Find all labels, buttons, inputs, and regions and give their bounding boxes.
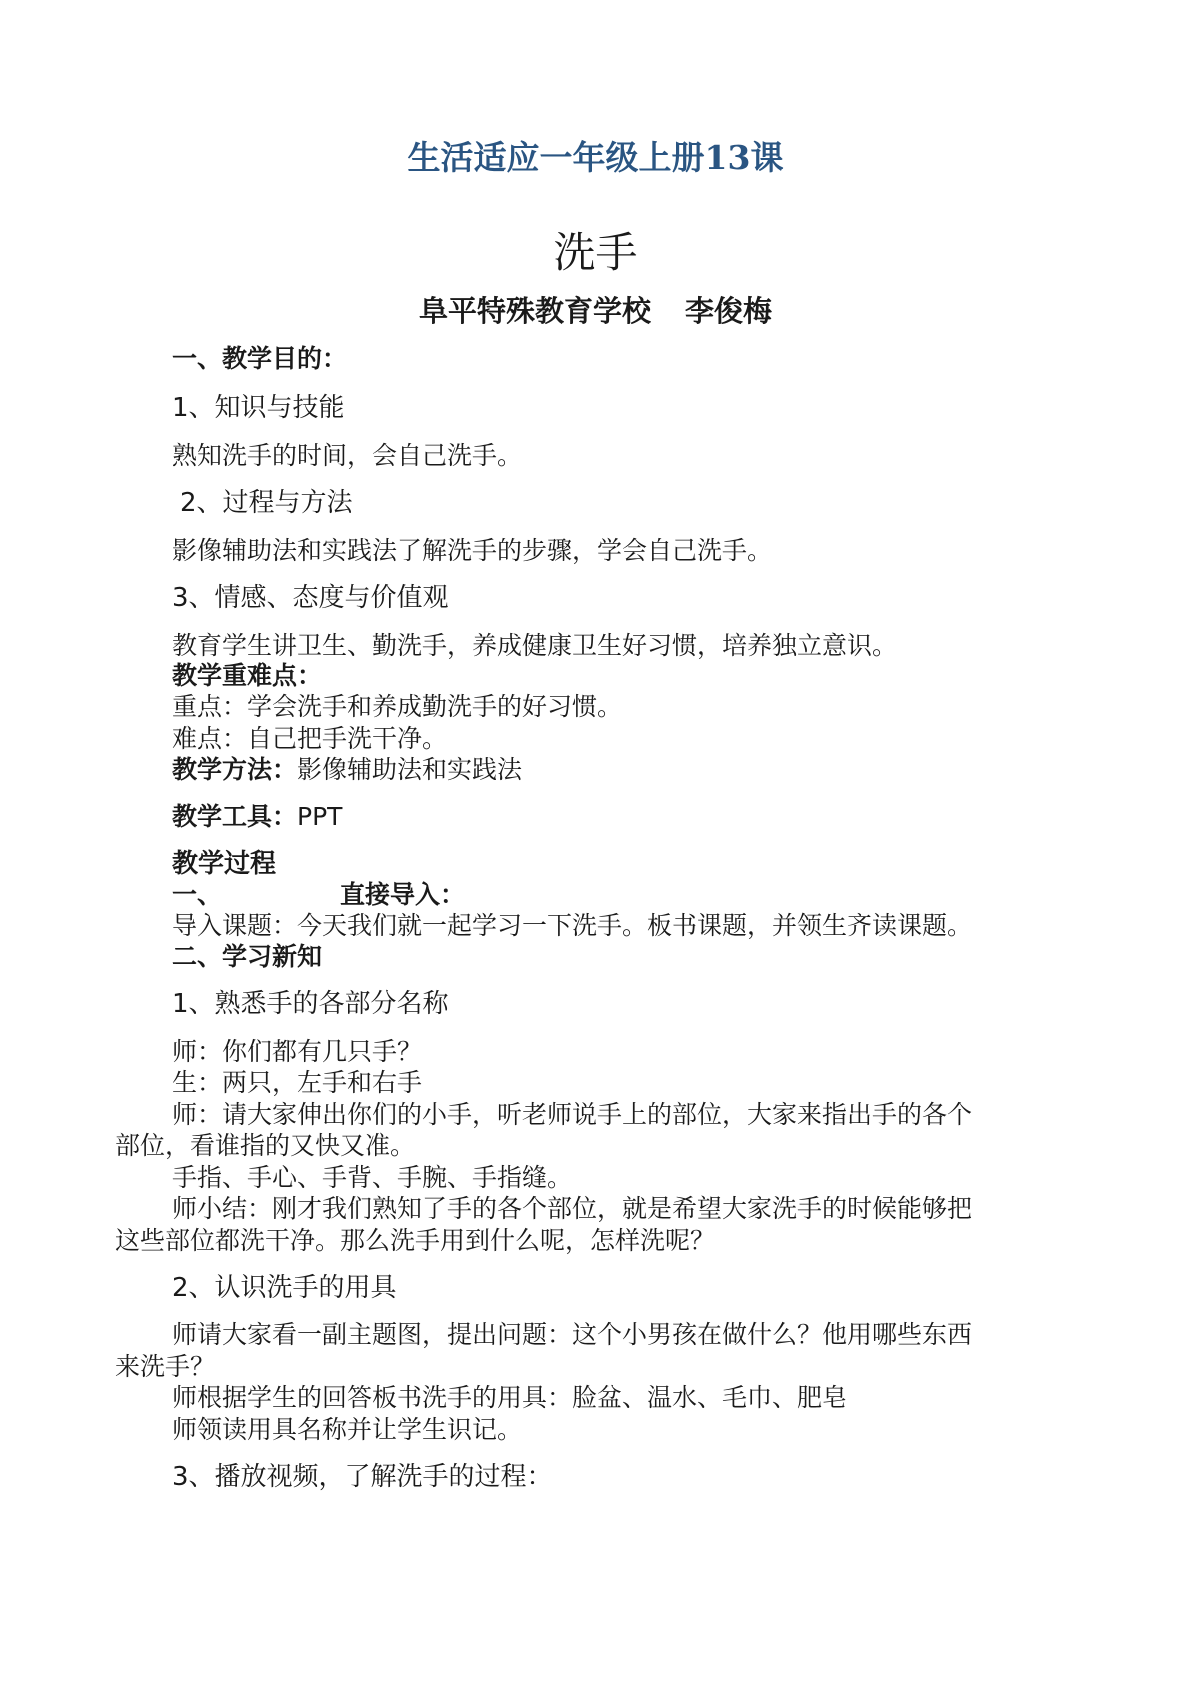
part2-line3: 师根据学生的回答板书洗手的用具：脸盆、温水、毛巾、肥皂	[172, 1383, 848, 1412]
knowledge-text: 熟知洗手的时间，会自己洗手。	[172, 441, 523, 470]
part2-line2: 来洗手？	[115, 1352, 216, 1381]
part1-summary-line2: 这些部位都洗干净。那么洗手用到什么呢，怎样洗呢？	[115, 1226, 716, 1255]
tool-value: PPT	[297, 802, 343, 831]
part1-hand-parts: 手指、手心、手背、手腕、手指缝。	[172, 1163, 573, 1192]
author-line	[0, 293, 1191, 329]
knowledge-heading: 1、知识与技能	[172, 393, 345, 423]
step1-title: 直接导入：	[340, 880, 466, 909]
focus-text: 重点：学会洗手和养成勤洗手的好习惯。	[172, 692, 623, 721]
part3-heading: 3、播放视频，了解洗手的过程：	[172, 1462, 553, 1492]
difficulty-text: 难点：自己把手洗干净。	[172, 724, 448, 753]
method-label: 教学方法：	[172, 755, 298, 784]
part1-teacher-line2: 部位，看谁指的又快又准。	[115, 1131, 416, 1160]
tool-label: 教学工具：	[172, 802, 298, 831]
method-value: 影像辅助法和实践法	[297, 755, 523, 784]
teaching-method	[172, 755, 522, 785]
objectives-heading: 一、教学目的：	[172, 344, 348, 373]
process-heading: 教学过程	[172, 849, 277, 879]
school-name: 阜平特殊教育学校	[418, 294, 651, 328]
emotion-text: 教育学生讲卫生、勤洗手，养成健康卫生好习惯，培养独立意识。	[172, 631, 898, 660]
part1-heading: 1、熟悉手的各部分名称	[172, 989, 449, 1019]
part2-heading: 2、认识洗手的用具	[172, 1273, 397, 1303]
step2-heading: 二、学习新知	[172, 942, 323, 971]
part2-line1: 师请大家看一副主题图，提出问题：这个小男孩在做什么？他用哪些东西	[172, 1320, 973, 1349]
emotion-heading: 3、情感、态度与价值观	[172, 583, 449, 613]
teacher-name: 李俊梅	[685, 294, 773, 328]
lesson-title: 洗手	[553, 228, 638, 277]
step1-number: 一、	[172, 880, 223, 909]
process-method-heading: 2、过程与方法	[180, 488, 353, 518]
process-method-text: 影像辅助法和实践法了解洗手的步骤，学会自己洗手。	[172, 536, 773, 565]
part1-question: 师：你们都有几只手？	[172, 1037, 423, 1066]
teaching-tool	[172, 802, 342, 832]
part1-teacher-line1: 师：请大家伸出你们的小手，听老师说手上的部位，大家来指出手的各个	[172, 1100, 973, 1129]
part1-answer: 生：两只，左手和右手	[172, 1068, 423, 1097]
part2-line4: 师领读用具名称并让学生识记。	[172, 1415, 523, 1444]
step1-text: 导入课题：今天我们就一起学习一下洗手。板书课题，并领生齐读课题。	[172, 911, 973, 940]
course-title: 生活适应一年级上册13课	[407, 138, 784, 177]
key-points-heading: 教学重难点：	[172, 661, 323, 690]
part1-summary-line1: 师小结：刚才我们熟知了手的各个部位，就是希望大家洗手的时候能够把	[172, 1194, 973, 1223]
